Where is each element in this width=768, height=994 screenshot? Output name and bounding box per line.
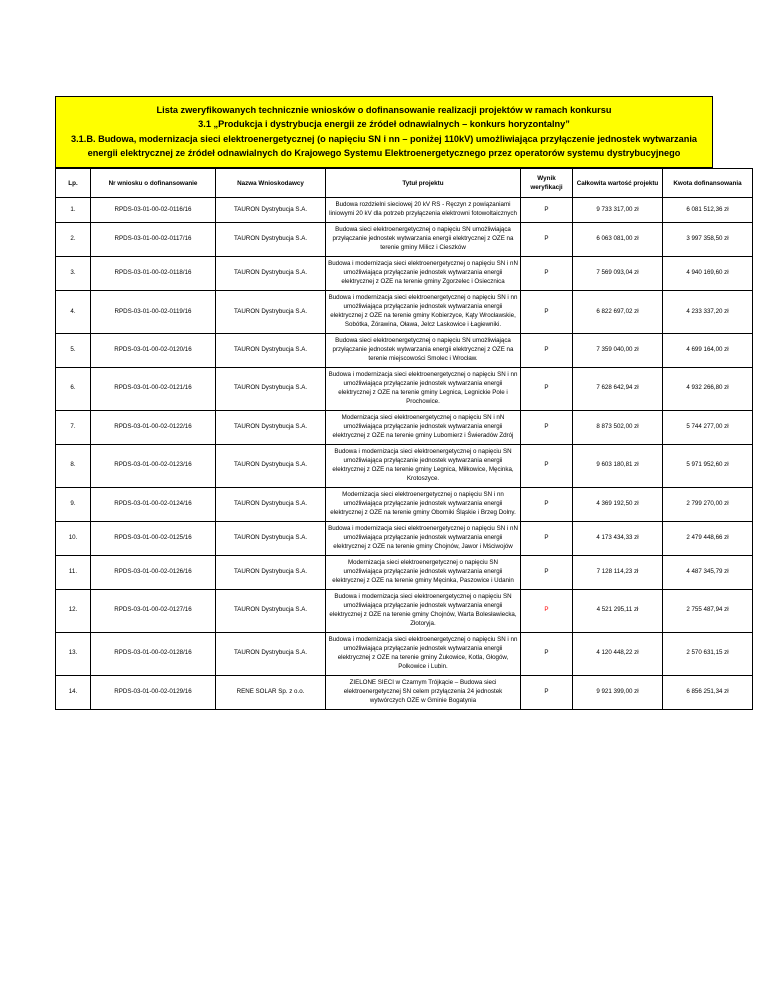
cell-total-value: 7 359 040,00 zł xyxy=(573,334,663,368)
cell-funding-amount: 4 932 266,80 zł xyxy=(663,368,753,411)
title-line-2: 3.1 „Produkcja i dystrybucja energii ze źródeł odnawialnych – konkurs horyzontalny” xyxy=(198,119,570,130)
cell-total-value: 4 369 192,50 zł xyxy=(573,487,663,521)
table-row xyxy=(56,487,753,521)
cell-lp: 14. xyxy=(56,675,91,709)
cell-lp: 1. xyxy=(56,198,91,223)
cell-application-number: RPDS-03-01-00-02-0126/16 xyxy=(91,555,216,589)
cell-lp: 13. xyxy=(56,632,91,675)
cell-verification-result: P xyxy=(521,521,573,555)
table-row xyxy=(56,675,753,709)
cell-project-title: Modernizacja sieci elektroenergetycznej o napięciu SN i nN umożliwiająca przyłączanie jednostek wytwarzania energii elektrycznej z OZE na terenie gminy Lubomierz i Świeradów Zdrój xyxy=(326,410,521,444)
cell-applicant-name: TAURON Dystrybucja S.A. xyxy=(216,487,326,521)
cell-lp: 10. xyxy=(56,521,91,555)
cell-verification-result: P xyxy=(521,368,573,411)
cell-application-number: RPDS-03-01-00-02-0122/16 xyxy=(91,410,216,444)
document-title xyxy=(55,96,713,168)
cell-verification-result: P xyxy=(521,675,573,709)
table-header-row xyxy=(56,169,753,198)
cell-lp: 6. xyxy=(56,368,91,411)
cell-applicant-name: RENE SOLAR Sp. z o.o. xyxy=(216,675,326,709)
table-row xyxy=(56,291,753,334)
cell-funding-amount: 4 233 337,20 zł xyxy=(663,291,753,334)
cell-verification-result: P xyxy=(521,589,573,632)
cell-lp: 11. xyxy=(56,555,91,589)
cell-project-title: Budowa rozdzielni sieciowej 20 kV RS - Ręczyn z powiązaniami liniowymi 20 kV dla potrzeb przyłączenia elektrowni fotowoltaicznych xyxy=(326,198,521,223)
cell-project-title: Budowa i modernizacja sieci elektroenergetycznej o napięciu SN umożliwiająca przyłączanie jednostek wytwarzania energii elektrycznej z OZE na terenie gminy Chojnów, Warta Bolesławiecka, Złotoryja. xyxy=(326,589,521,632)
column-header-application-number: Nr wniosku o dofinansowanie xyxy=(91,169,216,198)
cell-funding-amount: 6 856 251,34 zł xyxy=(663,675,753,709)
cell-project-title: ZIELONE SIECI w Czarnym Trójkącie – Budowa sieci elektroenergetycznej SN celem przyłączenia 24 jednostek wytwórczych OZE w Gminie Bogatynia xyxy=(326,675,521,709)
cell-application-number: RPDS-03-01-00-02-0125/16 xyxy=(91,521,216,555)
cell-applicant-name: TAURON Dystrybucja S.A. xyxy=(216,257,326,291)
cell-project-title: Budowa sieci elektroenergetycznej o napięciu SN umożliwiająca przyłączanie jednostek wytwarzania energii elektrycznej z OZE na terenie miejscowości Smolec i Wrocław. xyxy=(326,334,521,368)
cell-funding-amount: 6 081 512,36 zł xyxy=(663,198,753,223)
cell-application-number: RPDS-03-01-00-02-0128/16 xyxy=(91,632,216,675)
table-row xyxy=(56,410,753,444)
cell-verification-result: P xyxy=(521,444,573,487)
cell-project-title: Modernizacja sieci elektroenergetycznej o napięciu SN umożliwiająca przyłączanie jednostek wytwarzania energii elektrycznej z OZE na terenie gminy Męcinka, Paszowice i Udanin xyxy=(326,555,521,589)
cell-project-title: Budowa i modernizacja sieci elektroenergetycznej o napięciu SN i nN umożliwiająca przyłączanie jednostek wytwarzania energii elektrycznej z OZE na terenie gminy Chojnów, Jawor i Mściwojów xyxy=(326,521,521,555)
cell-total-value: 4 120 448,22 zł xyxy=(573,632,663,675)
cell-project-title: Budowa i modernizacja sieci elektroenergetycznej o napięciu SN i nn umożliwiająca przyłączanie jednostek wytwarzania energii elektrycznej z OZE na terenie gminy Kobierzyce, Kąty Wrocławskie, Sobótka, Żórawina, Oława, Jelcz Laskowice i Łagiewniki. xyxy=(326,291,521,334)
cell-funding-amount: 5 744 277,00 zł xyxy=(663,410,753,444)
cell-application-number: RPDS-03-01-00-02-0124/16 xyxy=(91,487,216,521)
cell-total-value: 6 822 697,02 zł xyxy=(573,291,663,334)
cell-application-number: RPDS-03-01-00-02-0116/16 xyxy=(91,198,216,223)
cell-applicant-name: TAURON Dystrybucja S.A. xyxy=(216,632,326,675)
cell-total-value: 9 603 180,81 zł xyxy=(573,444,663,487)
column-header-verification-result: Wynik weryfikacji xyxy=(521,169,573,198)
cell-project-title: Modernizacja sieci elektroenergetycznej o napięciu SN i nn umożliwiająca przyłączanie jednostek wytwarzania energii elektrycznej z OZE na terenie gminy Oborniki Śląskie i Brzeg Dolny. xyxy=(326,487,521,521)
cell-applicant-name: TAURON Dystrybucja S.A. xyxy=(216,589,326,632)
column-header-lp: Lp. xyxy=(56,169,91,198)
column-header-total-value: Całkowita wartość projektu xyxy=(573,169,663,198)
column-header-applicant-name: Nazwa Wnioskodawcy xyxy=(216,169,326,198)
cell-application-number: RPDS-03-01-00-02-0129/16 xyxy=(91,675,216,709)
cell-verification-result: P xyxy=(521,198,573,223)
cell-application-number: RPDS-03-01-00-02-0117/16 xyxy=(91,223,216,257)
cell-funding-amount: 2 755 487,94 zł xyxy=(663,589,753,632)
cell-total-value: 9 921 399,00 zł xyxy=(573,675,663,709)
cell-verification-result: P xyxy=(521,410,573,444)
cell-funding-amount: 4 940 169,60 zł xyxy=(663,257,753,291)
cell-lp: 2. xyxy=(56,223,91,257)
column-header-funding-amount: Kwota dofinansowania xyxy=(663,169,753,198)
cell-project-title: Budowa sieci elektroenergetycznej o napięciu SN umożliwiająca przyłączanie jednostek wytwarzania energii elektrycznej z OZE na terenie gminy Milicz i Cieszków xyxy=(326,223,521,257)
table-row xyxy=(56,589,753,632)
cell-lp: 9. xyxy=(56,487,91,521)
cell-verification-result: P xyxy=(521,223,573,257)
cell-funding-amount: 3 997 358,50 zł xyxy=(663,223,753,257)
cell-funding-amount: 5 971 952,60 zł xyxy=(663,444,753,487)
cell-applicant-name: TAURON Dystrybucja S.A. xyxy=(216,368,326,411)
table-row xyxy=(56,223,753,257)
cell-verification-result: P xyxy=(521,257,573,291)
cell-lp: 8. xyxy=(56,444,91,487)
cell-total-value: 8 873 502,00 zł xyxy=(573,410,663,444)
cell-funding-amount: 4 699 164,00 zł xyxy=(663,334,753,368)
cell-total-value: 6 063 081,00 zł xyxy=(573,223,663,257)
cell-application-number: RPDS-03-01-00-02-0123/16 xyxy=(91,444,216,487)
cell-applicant-name: TAURON Dystrybucja S.A. xyxy=(216,334,326,368)
cell-verification-result: P xyxy=(521,632,573,675)
cell-application-number: RPDS-03-01-00-02-0121/16 xyxy=(91,368,216,411)
cell-applicant-name: TAURON Dystrybucja S.A. xyxy=(216,555,326,589)
cell-application-number: RPDS-03-01-00-02-0118/16 xyxy=(91,257,216,291)
cell-project-title: Budowa i modernizacja sieci elektroenergetycznej o napięciu SN i nn umożliwiająca przyłączanie jednostek wytwarzania energii elektrycznej z OZE na terenie gminy Legnica, Legnickie Pole i Prochowice. xyxy=(326,368,521,411)
table-row xyxy=(56,555,753,589)
cell-lp: 5. xyxy=(56,334,91,368)
cell-applicant-name: TAURON Dystrybucja S.A. xyxy=(216,223,326,257)
cell-project-title: Budowa i modernizacja sieci elektroenergetycznej o napięciu SN umożliwiająca przyłączanie jednostek wytwarzania energii elektrycznej z OZE na terenie gminy Legnica, Miłkowice, Męcinka, Krotoszyce. xyxy=(326,444,521,487)
title-line-3: 3.1.B. Budowa, modernizacja sieci elektroenergetycznej (o napięciu SN i nn – poniżej 110kV) umożliwiająca przyłączenie jednostek wytwarzania energii elektrycznej ze źródeł odnawialnych do Krajowego Systemu Elektroenergetycznego przez operatorów systemu dystrybucyjnego xyxy=(71,133,697,158)
table-row xyxy=(56,368,753,411)
cell-total-value: 7 628 642,94 zł xyxy=(573,368,663,411)
cell-total-value: 4 521 295,11 zł xyxy=(573,589,663,632)
cell-applicant-name: TAURON Dystrybucja S.A. xyxy=(216,410,326,444)
cell-funding-amount: 2 479 448,66 zł xyxy=(663,521,753,555)
cell-project-title: Budowa i modernizacja sieci elektroenergetycznej o napięciu SN i nn umożliwiająca przyłączanie jednostek wytwarzania energii elektrycznej z OZE na terenie gminy Żukowice, Kotla, Głogów, Polkowice i Lubin. xyxy=(326,632,521,675)
cell-funding-amount: 2 570 631,15 zł xyxy=(663,632,753,675)
cell-project-title: Budowa i modernizacja sieci elektroenergetycznej o napięciu SN i nN umożliwiająca przyłączanie jednostek wytwarzania energii elektrycznej z OZE na terenie gminy Zgorzelec i Osiecznica xyxy=(326,257,521,291)
cell-applicant-name: TAURON Dystrybucja S.A. xyxy=(216,198,326,223)
column-header-project-title: Tytuł projektu xyxy=(326,169,521,198)
cell-total-value: 9 733 317,00 zł xyxy=(573,198,663,223)
cell-lp: 3. xyxy=(56,257,91,291)
cell-total-value: 7 128 114,23 zł xyxy=(573,555,663,589)
table-row xyxy=(56,198,753,223)
cell-lp: 12. xyxy=(56,589,91,632)
table-row xyxy=(56,334,753,368)
cell-verification-result: P xyxy=(521,291,573,334)
cell-application-number: RPDS-03-01-00-02-0120/16 xyxy=(91,334,216,368)
cell-verification-result: P xyxy=(521,487,573,521)
cell-lp: 7. xyxy=(56,410,91,444)
table-row xyxy=(56,521,753,555)
projects-table xyxy=(55,168,753,710)
cell-funding-amount: 2 799 270,00 zł xyxy=(663,487,753,521)
cell-applicant-name: TAURON Dystrybucja S.A. xyxy=(216,444,326,487)
table-row xyxy=(56,444,753,487)
cell-application-number: RPDS-03-01-00-02-0119/16 xyxy=(91,291,216,334)
cell-verification-result: P xyxy=(521,555,573,589)
cell-application-number: RPDS-03-01-00-02-0127/16 xyxy=(91,589,216,632)
cell-total-value: 7 569 093,04 zł xyxy=(573,257,663,291)
table-body xyxy=(56,198,753,709)
cell-total-value: 4 173 434,33 zł xyxy=(573,521,663,555)
title-line-1: Lista zweryfikowanych technicznie wniosków o dofinansowanie realizacji projektów w ramach konkursu xyxy=(156,105,612,115)
cell-applicant-name: TAURON Dystrybucja S.A. xyxy=(216,291,326,334)
cell-funding-amount: 4 487 345,79 zł xyxy=(663,555,753,589)
cell-applicant-name: TAURON Dystrybucja S.A. xyxy=(216,521,326,555)
table-row xyxy=(56,257,753,291)
cell-lp: 4. xyxy=(56,291,91,334)
table-row xyxy=(56,632,753,675)
cell-verification-result: P xyxy=(521,334,573,368)
